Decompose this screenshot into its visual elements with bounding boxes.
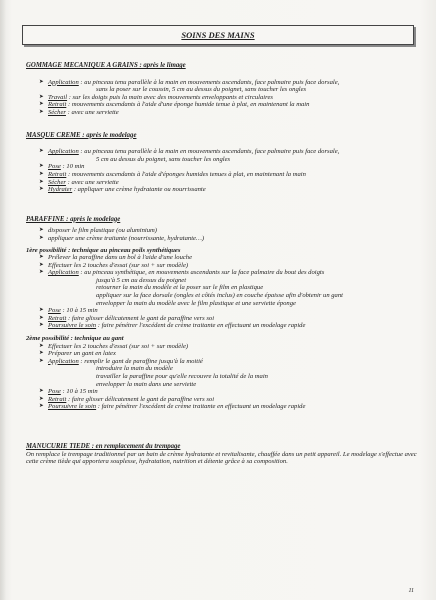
possibility-2-list	[26, 343, 418, 411]
document-body	[26, 62, 418, 466]
section-heading-gommage: GOMMAGE MECANIQUE A GRAINS : après le limage	[26, 62, 186, 69]
list-item: ➤ Application : au pinceau synthétique, en mouvements ascendants sur la face palmaire du bout des doigts jusqu'à 5 cm au dessus du poignet retourner la main du modèle et la poser sur le film en plastique appliquer sur la face dorsale (ongles et côtés inclus) en couche épaisse afin d'obtenir un gant envelopper la main du modèle avec le film plastique et une serviette éponge	[26, 269, 418, 307]
list-item: ➤ Prélever la paraffine dans un bol à l'aide d'une louche	[26, 254, 418, 262]
list-item: ➤ disposer le film plastique (ou aluminium)	[26, 227, 418, 235]
list-item: ➤ Application : remplir le gant de paraffine jusqu'à la moitié introduire la main du modèle travailler la paraffine pour qu'elle recouvre la totalité de la main envelopper la main dans une serviette	[26, 358, 418, 388]
scan-edge-shadow	[0, 0, 6, 600]
list-item: ➤ Travail : sur les doigts puis la main avec des mouvements enveloppants et circulaires	[26, 94, 418, 102]
gommage-list	[26, 79, 418, 117]
list-item: ➤ Sécher : avec une serviette	[26, 109, 418, 117]
list-item: ➤ appliquer une crème traitante (nourrissante, hydratante…)	[26, 235, 418, 243]
list-item: ➤ Effectuer les 2 touches d'essai (sur soi + sur modèle)	[26, 262, 418, 270]
list-item: ➤ Pose : 10 à 15 min	[26, 307, 418, 315]
list-item: ➤ Pose : 10 min	[26, 163, 418, 171]
possibility-1-list	[26, 254, 418, 330]
possibility-1-heading: 1ère possibilité : technique au pinceau poils synthétiques	[26, 246, 181, 254]
section-heading-manucurie: MANUCURIE TIEDE : en remplacement du trempage	[26, 442, 181, 450]
list-item: ➤ Retrait : mouvements ascendants à l'aide d'une éponge humide tenue à plat, en maintenant la main	[26, 101, 418, 109]
section-heading-masque: MASQUE CREME : après le modelage	[26, 131, 137, 139]
page-title: SOINS DES MAINS	[181, 30, 255, 40]
paraffine-list	[26, 227, 418, 242]
list-item: ➤ Retrait : faire glisser délicatement le gant de paraffine vers soi	[26, 315, 418, 323]
list-item: ➤ Sécher : avec une serviette	[26, 179, 418, 187]
manucurie-paragraph: On remplace le trempage traditionnel par un bain de crème hydratante et revitalisante, chauffée dans un petit appareil. Le modelage s'effectue avec cette crème tiède qui apportera souplesse, hydratation, nutrition et détente grâce à sa composition.	[26, 450, 417, 466]
list-item: ➤ Poursuivre le soin : faire pénétrer l'excédent de crème traitante en effectuant un modelage rapide	[26, 322, 418, 330]
list-item: ➤ Hydrater : appliquer une crème hydratante ou nourrissante	[26, 186, 418, 194]
list-item: ➤ Préparer un gant en latex	[26, 350, 418, 358]
possibility-2-heading: 2ème possibilité : technique au gant	[26, 335, 124, 343]
list-item: ➤ Pose : 10 à 15 min	[26, 388, 418, 396]
title-box	[22, 25, 414, 45]
masque-list	[26, 148, 418, 194]
list-item: ➤ Poursuivre le soin : faire pénétrer l'excédent de crème traitante en effectuant un modelage rapide	[26, 403, 418, 411]
page-number: 11	[408, 588, 414, 594]
list-item: ➤ Application : au pinceau tenu parallèle à la main en mouvements ascendants, face palmaire puis face dorsale, sans la poser sur le coussin, 5 cm au dessus du poignet, sans toucher les ongles	[26, 79, 418, 94]
section-heading-paraffine: PARAFFINE : après le modelage	[26, 215, 121, 223]
list-item: ➤ Effectuer les 2 touches d'essai (sur soi + sur modèle)	[26, 343, 418, 351]
list-item: ➤ Application : au pinceau tenu parallèle à la main en mouvements ascendants, face palmaire puis face dorsale, 5 cm au dessus du poignet, sans toucher les ongles	[26, 148, 418, 163]
list-item: ➤ Retrait : faire glisser délicatement le gant de paraffine vers soi	[26, 396, 418, 404]
list-item: ➤ Retrait : mouvements ascendants à l'aide d'éponges humides tenues à plat, en maintenant la main	[26, 171, 418, 179]
